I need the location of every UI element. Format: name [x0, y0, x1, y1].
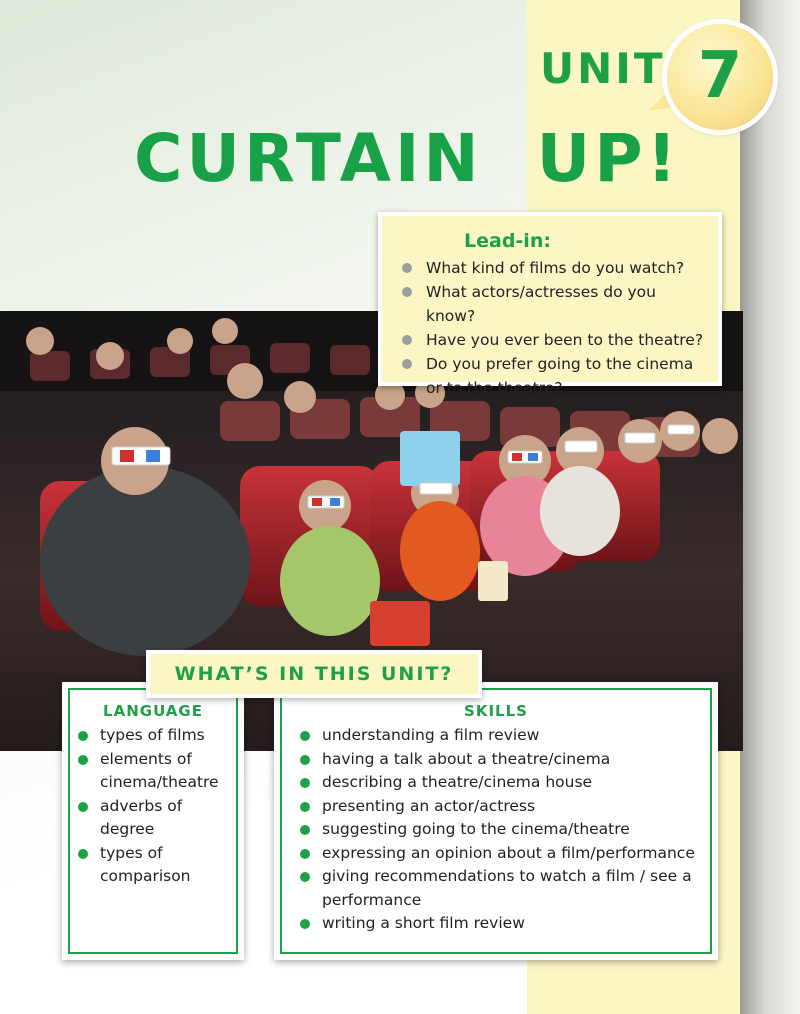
- question-text: Have you ever been to the theatre?: [426, 331, 704, 349]
- list-item-text: presenting an actor/actress: [322, 796, 536, 815]
- list-item-text: giving recommendations to watch a film / see a performance: [322, 867, 692, 909]
- list-item-text: having a talk about a theatre/cinema: [322, 749, 611, 768]
- bullet-icon: [78, 731, 88, 741]
- list-item: [70, 795, 240, 842]
- bullet-icon: [300, 919, 310, 929]
- list-item: [70, 724, 240, 748]
- bullet-icon: [300, 849, 310, 859]
- lead-in-question: [398, 328, 710, 352]
- bullet-icon: [300, 802, 310, 812]
- list-item-text: understanding a film review: [322, 726, 540, 744]
- list-item-text: writing a short film review: [322, 914, 525, 932]
- lead-in-questions: [398, 256, 710, 400]
- language-box: [62, 682, 244, 960]
- language-heading: LANGUAGE: [103, 702, 203, 720]
- unit-number: 7: [697, 39, 743, 113]
- unit-label: UNIT: [540, 44, 666, 93]
- page-title: CURTAIN UP!: [134, 120, 681, 197]
- lead-in-question: [398, 256, 710, 280]
- skills-heading: SKILLS: [464, 702, 528, 720]
- bullet-icon: [300, 778, 310, 788]
- list-item: [292, 865, 702, 912]
- bullet-icon: [300, 872, 310, 882]
- skills-box: [274, 682, 718, 960]
- list-item: [292, 724, 702, 748]
- bullet-icon: [402, 335, 412, 345]
- unit-badge: [667, 24, 773, 130]
- skills-list: [292, 724, 702, 936]
- list-item: [70, 748, 240, 795]
- list-item-text: describing a theatre/cinema house: [322, 773, 593, 791]
- bullet-icon: [78, 755, 88, 765]
- list-item: [70, 842, 240, 889]
- bullet-icon: [402, 263, 412, 273]
- list-item-text: expressing an opinion about a film/performance: [322, 843, 695, 862]
- language-list: [70, 724, 240, 889]
- list-item: [292, 842, 702, 866]
- list-item-text: types of films: [100, 726, 205, 744]
- bullet-icon: [300, 731, 310, 741]
- question-text: What kind of films do you watch?: [426, 259, 685, 277]
- lead-in-question: [398, 352, 710, 400]
- list-item: [292, 912, 702, 936]
- list-item-text: suggesting going to the cinema/theatre: [322, 820, 630, 838]
- bullet-icon: [402, 359, 412, 369]
- bullet-icon: [402, 287, 412, 297]
- whats-in-unit-banner: WHAT’S IN THIS UNIT?: [146, 650, 482, 698]
- list-item-text: elements of cinema/theatre: [100, 749, 219, 791]
- bullet-icon: [78, 849, 88, 859]
- question-text: Do you prefer going to the cinema or to the theatre?: [426, 355, 694, 397]
- lead-in-question: [398, 280, 710, 328]
- list-item-text: types of comparison: [100, 843, 191, 885]
- list-item: [292, 771, 702, 795]
- list-item-text: adverbs of degree: [100, 796, 183, 838]
- list-item: [292, 818, 702, 842]
- page-edge: [740, 0, 800, 1014]
- list-item: [292, 748, 702, 772]
- bullet-icon: [300, 755, 310, 765]
- bullet-icon: [78, 802, 88, 812]
- list-item: [292, 795, 702, 819]
- question-text: What actors/actresses do you know?: [426, 283, 656, 325]
- lead-in-box: [378, 212, 722, 397]
- bullet-icon: [300, 825, 310, 835]
- lead-in-heading: Lead-in:: [464, 230, 551, 252]
